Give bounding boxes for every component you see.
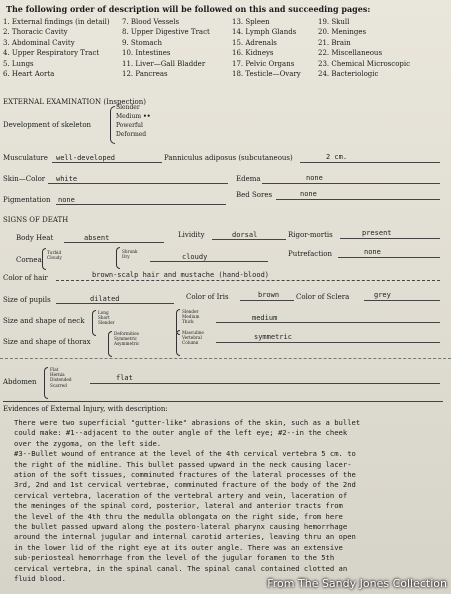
- skeleton-option: Slender: [116, 104, 140, 111]
- iris-label: Color of Iris: [186, 293, 229, 301]
- evidence-line: There were two superficial "gutter-like" abrasions of the skin, such as a bullet: [14, 418, 361, 427]
- evidence-narrative: [14, 418, 444, 585]
- panniculus-value: 2 cm.: [326, 153, 348, 161]
- lividity-label: Lividity: [178, 231, 205, 239]
- field-rule: [340, 238, 440, 239]
- field-rule: [300, 162, 440, 163]
- abdomen-option: Distended: [50, 377, 72, 383]
- cornea-options-b: [122, 249, 138, 259]
- abdomen-brace: [44, 367, 48, 399]
- thorax-option: Masculine: [182, 330, 204, 335]
- field-rule: [364, 300, 440, 301]
- abdomen-options: [50, 367, 72, 388]
- order-item: 16. Kidneys: [232, 49, 274, 58]
- evidence-line: #3--Bullet wound of entrance at the level of the 4th cervical vertebra 5 cm. to: [14, 449, 356, 459]
- order-item: 18. Testicle—Ovary: [232, 70, 301, 79]
- evidence-line: around the internal jugular and internal carotid arteries, leaving thru an open: [14, 532, 356, 542]
- order-item: 5. Lungs: [3, 59, 34, 68]
- cornea-brace-b: [116, 247, 120, 269]
- neck-option: Medium: [182, 314, 200, 320]
- external-exam-heading: EXTERNAL EXAMINATION (Inspection): [3, 98, 146, 106]
- field-rule: [216, 322, 440, 323]
- field-rule: [52, 162, 162, 163]
- order-item: 6. Heart Aorta: [3, 70, 55, 79]
- skin-color-label: Skin—Color: [3, 175, 46, 183]
- order-item: 12. Pancreas: [122, 70, 168, 79]
- order-item: 11. Liver—Gall Bladder: [122, 59, 206, 68]
- neck-option: Slender: [98, 320, 115, 326]
- field-rule: [212, 239, 286, 240]
- thorax-option: Vertebral: [182, 335, 202, 341]
- evidence-line: cervical vertebra, in the spinal canal. The spinal canal contained clotted an: [14, 563, 348, 573]
- cornea-option: Turbid: [47, 250, 62, 255]
- order-item: 8. Upper Digestive Tract: [122, 28, 210, 37]
- cornea-option: Cloudy: [47, 255, 62, 261]
- pupils-label: Size of pupils: [3, 296, 51, 304]
- order-item: 22. Miscellaneous: [318, 49, 383, 58]
- pupils-value: dilated: [90, 295, 120, 303]
- evidence-line: cervical vertebra, laceration of the vertebral artery and vein, laceration of: [14, 490, 348, 500]
- collection-credit: From The Sandy Jones Collection: [267, 577, 447, 590]
- evidence-line: sub-periosteal hemorrhage from the level of the jugular foramen to the 5th: [14, 553, 335, 563]
- field-rule: [48, 183, 228, 184]
- thorax-brace-a: [108, 331, 112, 357]
- evidence-heading: Evidences of External Injury, with description:: [3, 405, 168, 413]
- cornea-brace-a: [42, 248, 46, 270]
- field-rule: [150, 261, 268, 262]
- evidence-line: could make: #1--adjacent to the outer angle of the left eye; #2--in the cheek: [14, 428, 348, 438]
- order-item: 1. External findings (in detail): [3, 18, 110, 26]
- body-heat-label: Body Heat: [16, 234, 54, 242]
- field-rule: [90, 383, 440, 384]
- evidence-line: in the lower lid of the right eye at its outer angle. There was an extensive: [14, 542, 343, 552]
- order-item: 2. Thoracic Cavity: [3, 28, 68, 37]
- evidence-line: the right of the midline. This bullet passed upward in the neck causing lacer-: [14, 459, 352, 469]
- musculature-label: Musculature: [3, 154, 48, 162]
- order-item: 19. Skull: [318, 18, 350, 26]
- order-item: 14. Lymph Glands: [232, 28, 297, 37]
- evidence-line: fluid blood.: [14, 574, 66, 584]
- thorax-label: Size and shape of thorax: [3, 338, 91, 346]
- body-heat-value: absent: [84, 234, 110, 242]
- putrefaction-value: none: [364, 248, 381, 256]
- sclera-value: grey: [374, 291, 391, 299]
- abdomen-option: Hernia: [50, 372, 65, 378]
- edema-label: Edema: [236, 175, 261, 183]
- order-item: 10. Intestines: [122, 49, 171, 58]
- order-item: 23. Chemical Microscopic: [318, 59, 411, 68]
- pigmentation-label: Pigmentation: [3, 196, 51, 204]
- order-list-col4: [318, 17, 410, 79]
- musculature-value: well-developed: [56, 154, 116, 162]
- neck-option: Thick: [182, 319, 194, 325]
- thorax-options-b: [182, 330, 204, 346]
- bedsores-label: Bed Sores: [236, 191, 273, 199]
- field-rule: [276, 199, 440, 200]
- evidence-line: the meninges of the spinal cord, posterior, lateral and anterior tracts from: [14, 501, 343, 511]
- order-item: 24. Bacteriologic: [318, 70, 379, 79]
- abdomen-option: Scarred: [50, 382, 67, 388]
- order-item: 21. Brain: [318, 38, 351, 47]
- neck-option: Short: [98, 315, 110, 321]
- skeleton-option: Medium: [116, 113, 142, 120]
- thorax-options-a: [114, 331, 139, 347]
- neck-options-a: [98, 310, 115, 326]
- cornea-value: cloudy: [182, 253, 208, 261]
- iris-value: brown: [258, 291, 280, 299]
- neck-option: Long: [98, 310, 109, 315]
- order-item: 4. Upper Respiratory Tract: [3, 49, 100, 58]
- skeleton-option: Powerful: [116, 122, 143, 129]
- cornea-option: Shrunk: [122, 249, 138, 254]
- order-list-col1: [3, 17, 110, 79]
- field-rule: [64, 242, 164, 243]
- hair-color-value: brown-scalp hair and mustache (hand-blood): [92, 271, 270, 279]
- thorax-brace-b: [176, 330, 180, 356]
- signs-of-death-heading: SIGNS OF DEATH: [3, 216, 69, 224]
- bedsores-value: none: [300, 190, 317, 198]
- thorax-option: Deformities: [114, 331, 139, 336]
- skin-color-value: white: [56, 175, 78, 183]
- skeleton-options: [116, 103, 151, 139]
- neck-brace-a: [92, 310, 96, 336]
- abdomen-value: flat: [116, 374, 133, 382]
- rigor-label: Rigor-mortis: [288, 231, 333, 239]
- order-item: 9. Stomach: [122, 38, 162, 47]
- scan-streak: [0, 358, 451, 359]
- pigmentation-value: none: [58, 196, 75, 204]
- cornea-label: Cornea: [16, 256, 42, 264]
- evidence-line: over the zygoma, on the left side.: [14, 438, 162, 448]
- neck-option: Slender: [182, 309, 199, 314]
- evidence-line: 3rd, 2nd and 1st cervical vertebrae, comminuted fracture of the body of the 2nd: [14, 480, 356, 490]
- neck-label: Size and shape of neck: [3, 317, 85, 325]
- order-item: 7. Blood Vessels: [122, 18, 180, 26]
- thorax-option: Asymmetric: [114, 341, 140, 347]
- field-rule: [262, 183, 440, 184]
- order-list-col3: [232, 17, 301, 79]
- order-item: 13. Spleen: [232, 18, 270, 26]
- order-item: 15. Adrenals: [232, 38, 277, 47]
- thorax-option: Symmetric: [114, 336, 138, 342]
- lividity-value: dorsal: [232, 231, 258, 239]
- hair-color-label: Color of hair: [3, 274, 48, 282]
- field-rule: [56, 280, 440, 281]
- evidence-line: the level of the 4th thru the medulla oblongata on the right side, from here: [14, 511, 343, 521]
- thorax-value: symmetric: [254, 333, 292, 341]
- order-item: 17. Pelvic Organs: [232, 59, 295, 68]
- form-header: The following order of description will be followed on this and succeeding pages:: [6, 4, 371, 14]
- field-rule: [56, 303, 174, 304]
- panniculus-label: Panniculus adiposus (subcutaneous): [164, 154, 293, 162]
- sclera-label: Color of Sclera: [296, 293, 350, 301]
- section-divider: [3, 401, 443, 402]
- evidence-line: ation of the soft tissues, comminuted fractures of the lateral processes of the: [14, 470, 356, 480]
- skeleton-mark: ••: [142, 113, 151, 120]
- putrefaction-label: Putrefaction: [288, 250, 332, 258]
- neck-options-b: [182, 309, 199, 325]
- order-item: 3. Abdominal Cavity: [3, 38, 75, 47]
- rigor-value: present: [362, 229, 392, 237]
- order-list-col2: [122, 17, 210, 79]
- skeleton-brace: [110, 106, 115, 144]
- cornea-option: Dry: [122, 254, 130, 260]
- skeleton-option: Deformed: [116, 131, 147, 138]
- field-rule: [56, 204, 226, 205]
- neck-value: medium: [252, 314, 278, 322]
- abdomen-label: Abdomen: [3, 378, 37, 386]
- abdomen-option: Flat: [50, 367, 59, 372]
- field-rule: [240, 300, 294, 301]
- thorax-option: Column: [182, 340, 199, 346]
- order-item: 20. Meninges: [318, 28, 367, 37]
- cornea-options-a: [47, 250, 62, 260]
- evidence-line: the bullet passed upward along the postero-lateral pharynx causing hemorrhage: [14, 522, 348, 532]
- edema-value: none: [306, 174, 323, 182]
- skeleton-label: Development of skeleton: [3, 121, 92, 129]
- field-rule: [216, 342, 440, 343]
- field-rule: [338, 257, 440, 258]
